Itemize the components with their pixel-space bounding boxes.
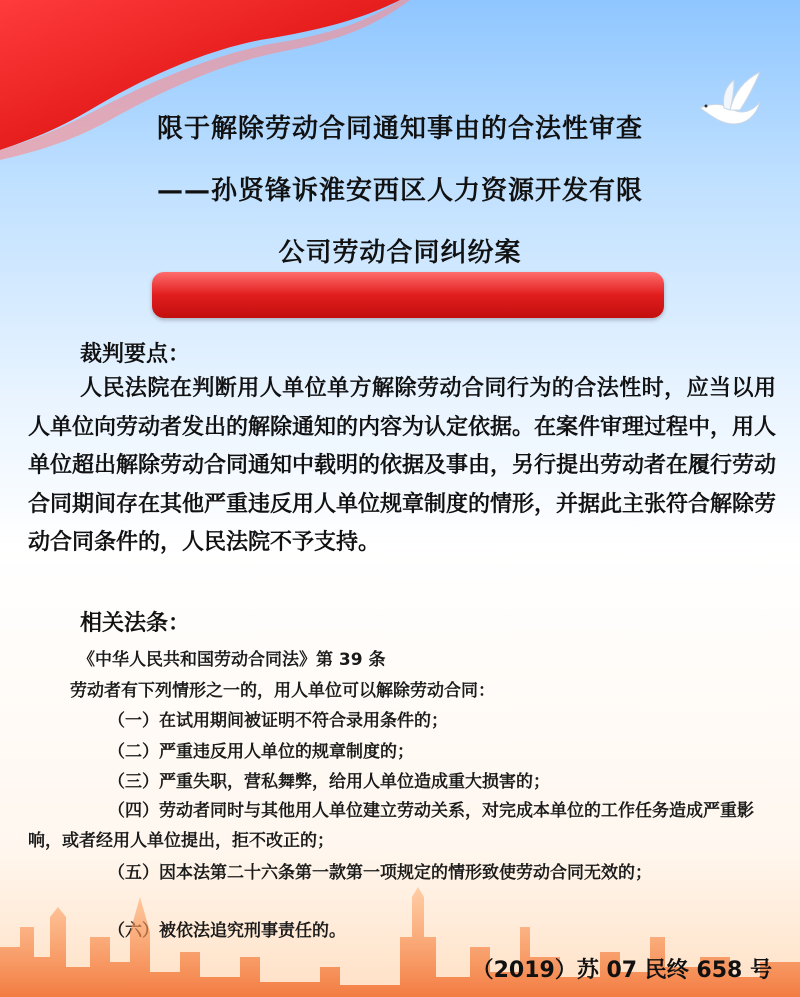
summary-text: 人民法院在判断用人单位单方解除劳动合同行为的合法性时，应当以用人单位向劳动者发出的解除通知的内容为认定依据。在案件审理过程中，用人单位超出解除劳动合同通知中载明的依据及事由，另行提出劳动者在履行劳动合同期间存在其他严重违反用人单位规章制度的情形，并据此主张符合解除劳动合同条件的，人民法院不予支持。 [28, 376, 777, 555]
law-item-1: （一）在试用期间被证明不符合录用条件的； [108, 711, 448, 731]
law-item-2: （二）严重违反用人单位的规章制度的； [108, 742, 414, 762]
law-source: 《中华人民共和国劳动合同法》第 39 条 [78, 650, 386, 670]
law-heading: 相关法条： [80, 611, 191, 636]
red-banner-bar [152, 272, 664, 318]
title-line-1: 限于解除劳动合同通知事由的合法性审查 [156, 114, 643, 144]
law-intro: 劳动者有下列情形之一的，用人单位可以解除劳动合同： [70, 681, 495, 701]
case-number: （2019）苏 07 民终 658 号 [471, 958, 772, 983]
summary-heading: 裁判要点： [80, 342, 191, 367]
law-item-5: （五）因本法第二十六条第一款第一项规定的情形致使劳动合同无效的； [108, 863, 652, 883]
law-item-3: （三）严重失职，营私舞弊，给用人单位造成重大损害的； [108, 772, 550, 792]
title-line-3: 公司劳动合同纠纷案 [278, 238, 522, 268]
title-line-2: ——孙贤锋诉淮安西区人力资源开发有限 [156, 176, 643, 206]
law-item-6: （六）被依法追究刑事责任的。 [108, 921, 346, 941]
law-item-4: （四）劳动者同时与其他用人单位建立劳动关系，对完成本单位的工作任务造成严重影响，或者经用人单位提出，拒不改正的； [28, 801, 754, 851]
